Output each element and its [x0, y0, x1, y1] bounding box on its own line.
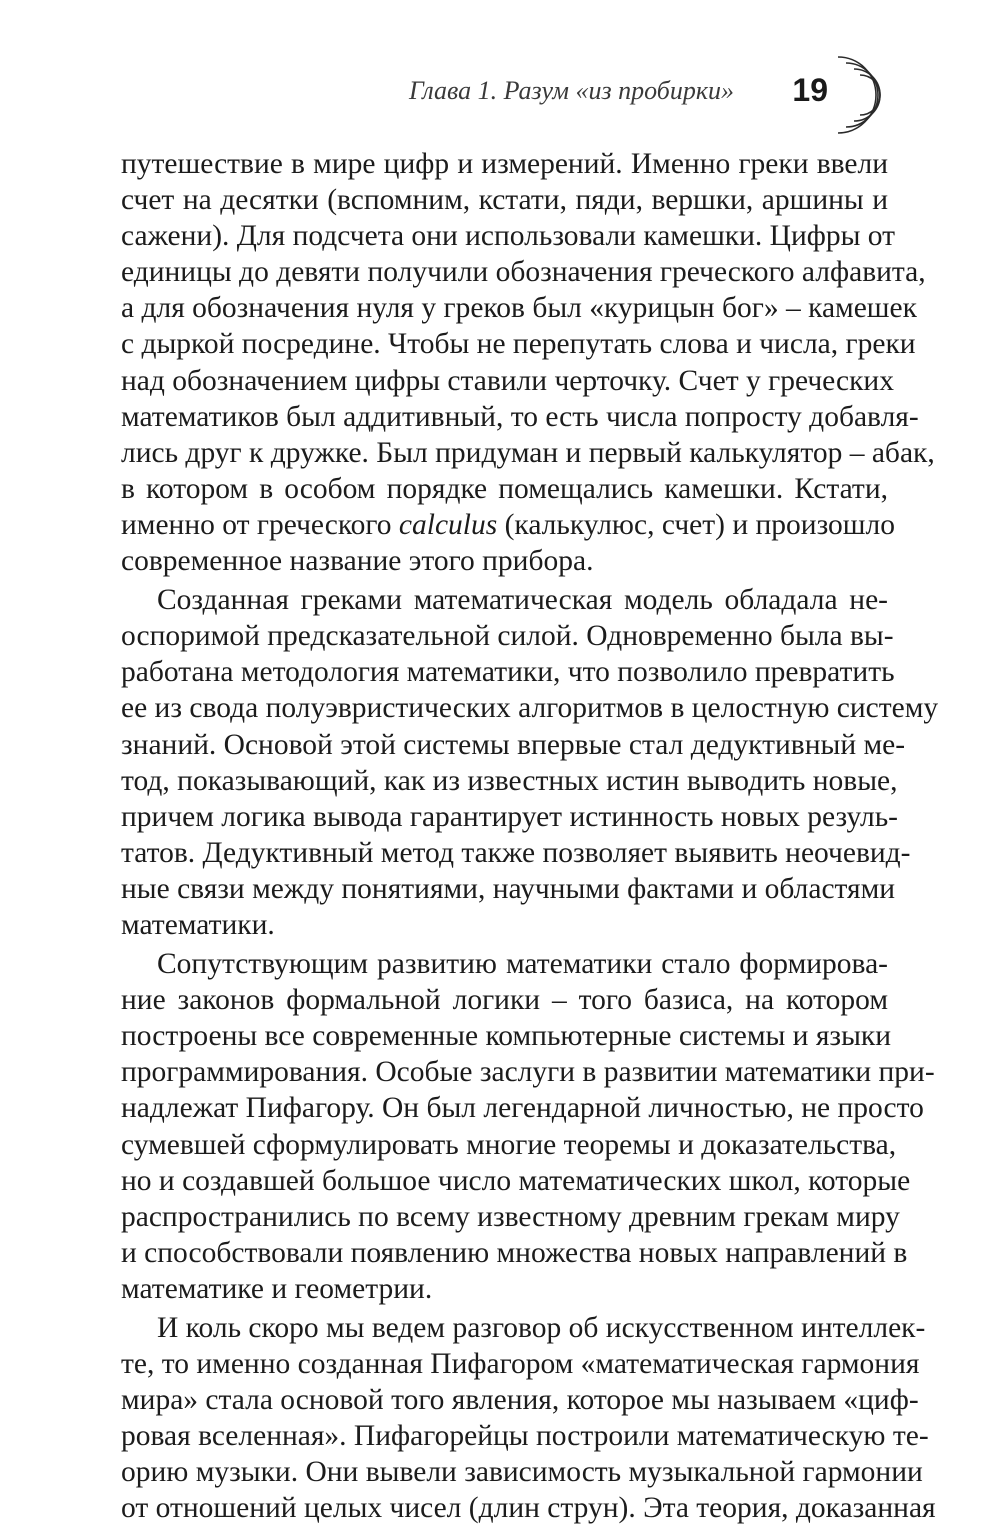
- text-line: Сопутствующим развитию математики стало формирова-: [157, 948, 888, 981]
- text-line: счет на десятки (вспомним, кстати, пяди, вершки, аршины и: [121, 184, 888, 217]
- text-line: работана методология математики, что позволило превратить: [121, 656, 895, 689]
- text-line: надлежат Пифагору. Он был легендарной личностью, не просто: [121, 1092, 924, 1125]
- text-line: ние законов формальной логики – того базиса, на котором: [121, 984, 888, 1017]
- paragraph: [121, 582, 939, 943]
- italic-term: calculus: [398, 508, 498, 541]
- text-line: а для обозначения нуля у греков был «курицын бог» – камешек: [121, 292, 917, 325]
- text-line: от отношений целых чисел (длин струн). Эта теория, доказанная: [121, 1492, 936, 1525]
- page-number: 19: [792, 72, 828, 108]
- text-line: мира» стала основой того явления, которое мы называем «циф-: [121, 1384, 919, 1417]
- text-line: но и создавшей большое число математических школ, которые: [121, 1164, 911, 1197]
- text-line: сумевшей сформулировать многие теоремы и доказательства,: [121, 1128, 897, 1161]
- paragraph: [121, 146, 935, 579]
- text-line: ее из свода полуэвристических алгоритмов в целостную систему: [121, 692, 939, 725]
- text-line: оспоримой предсказательной силой. Одновременно была вы-: [121, 620, 894, 653]
- text-line: с дыркой посредине. Чтобы не перепутать слова и числа, греки: [121, 328, 916, 361]
- text-line: путешествие в мире цифр и измерений. Именно греки ввели: [121, 148, 888, 180]
- text-line: именно от греческого calculus (калькулюс, счет) и произошло: [121, 508, 895, 541]
- text-line: распространились по всему известному древним грекам миру: [121, 1200, 900, 1233]
- text-line: Созданная греками математическая модель обладала не-: [157, 584, 888, 617]
- text-line: татов. Дедуктивный метод также позволяет выявить неочевид-: [121, 836, 911, 869]
- text-line: в котором в особом порядке помещались камешки. Кстати,: [121, 472, 888, 505]
- text-line: программирования. Особые заслуги в развитии математики при-: [121, 1056, 935, 1089]
- text-line: ровая вселенная». Пифагорейцы построили математическую те-: [121, 1420, 929, 1453]
- text-line: построены все современные компьютерные системы и языки: [121, 1020, 892, 1053]
- text-line: сажени). Для подсчета они использовали камешки. Цифры от: [121, 220, 896, 253]
- text-line: тод, показывающий, как из известных истин выводить новые,: [121, 764, 898, 797]
- text-line: единицы до девяти получили обозначения греческого алфавита,: [121, 256, 926, 289]
- paragraph: [121, 946, 935, 1307]
- text-line: те, то именно созданная Пифагором «математическая гармония: [121, 1348, 920, 1381]
- text-line: над обозначением цифры ставили черточку. Счет у греческих: [121, 364, 894, 397]
- text-line: и способствовали появлению множества новых направлений в: [121, 1236, 908, 1269]
- body-text: [121, 146, 939, 1527]
- text-line: математике и геометрии.: [121, 1272, 433, 1305]
- text-line: знаний. Основой этой системы впервые стал дедуктивный ме-: [121, 728, 906, 761]
- text-line: современное название этого прибора.: [121, 545, 594, 578]
- text-line: орию музыки. Они вывели зависимость музыкальной гармонии: [121, 1456, 923, 1489]
- running-header: [120, 60, 920, 130]
- text-line: лись друг к дружке. Был придуман и первый калькулятор – абак,: [121, 436, 935, 469]
- text-line: причем логика вывода гарантирует истинность новых резуль-: [121, 800, 898, 833]
- paragraph: [121, 1310, 936, 1527]
- text-line: И коль скоро мы ведем разговор об искусственном интеллек-: [157, 1312, 926, 1344]
- text-line: математиков был аддитивный, то есть числа попросту добавля-: [121, 400, 919, 433]
- page-number-arcs-icon: [826, 55, 926, 135]
- text-line: математики.: [121, 908, 275, 941]
- chapter-title: Глава 1. Разум «из пробирки»: [408, 76, 734, 105]
- text-line: ные связи между понятиями, научными фактами и областями: [121, 872, 896, 905]
